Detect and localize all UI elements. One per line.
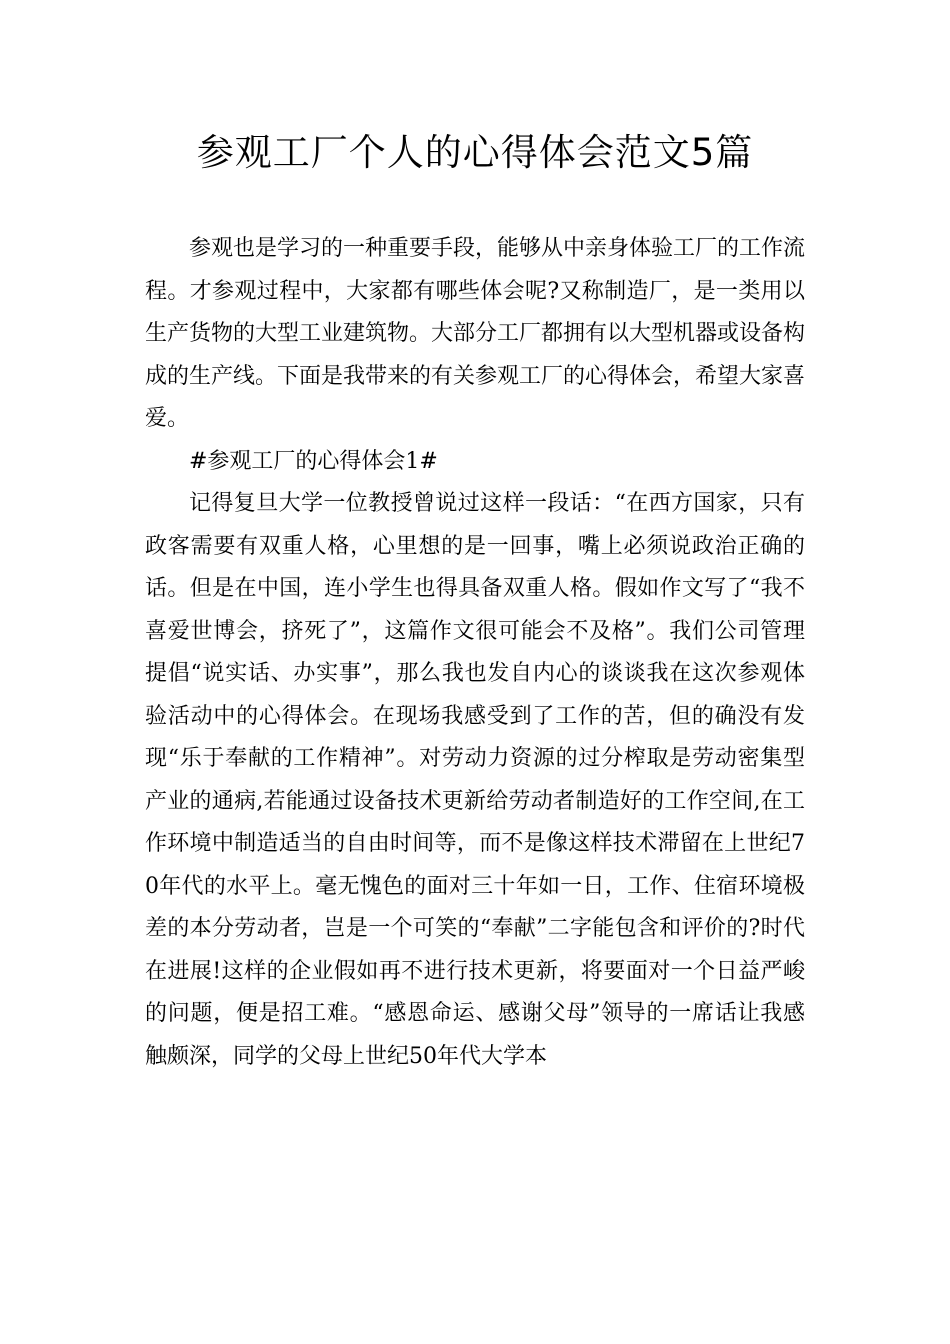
section-paragraph: 记得复旦大学一位教授曾说过这样一段话：“在西方国家，只有政客需要有双重人格，心里想的是一回事，嘴上必须说政治正确的话。但是在中国，连小学生也得具备双重人格。假如作文写了“我不喜爱世博会，挤死了”，这篇作文很可能会不及格”。我们公司管理提倡“说实话、办实事”，那么我也发自内心的谈谈我在这次参观体验活动中的心得体会。在现场我感受到了工作的苦，但的确没有发现“乐于奉献的工作精神”。对劳动力资源的过分榨取是劳动密集型产业的通病,若能通过设备技术更新给劳动者制造好的工作空间,在工作环境中制造适当的自由时间等，而不是像这样技术滞留在上世纪70年代的水平上。毫无愧色的面对三十年如一日，工作、住宿环境极差的本分劳动者，岂是一个可笑的“奉献”二字能包含和评价的?时代在进展!这样的企业假如再不进行技术更新，将要面对一个日益严峻的问题，便是招工难。“感恩命运、感谢父母”领导的一席话让我感触颇深，同学的父母上世纪50年代大学本 — [145, 491, 805, 1069]
document-body — [145, 228, 805, 1078]
intro-paragraph: 参观也是学习的一种重要手段，能够从中亲身体验工厂的工作流程。才参观过程中，大家都有哪些体会呢?又称制造厂，是一类用以生产货物的大型工业建筑物。大部分工厂都拥有以大型机器或设备构成的生产线。下面是我带来的有关参观工厂的心得体会，希望大家喜爱。 — [145, 236, 806, 431]
document-title: 参观工厂个人的心得体会范文5篇 — [196, 131, 754, 174]
section-heading: #参观工厂的心得体会1# — [189, 448, 438, 474]
